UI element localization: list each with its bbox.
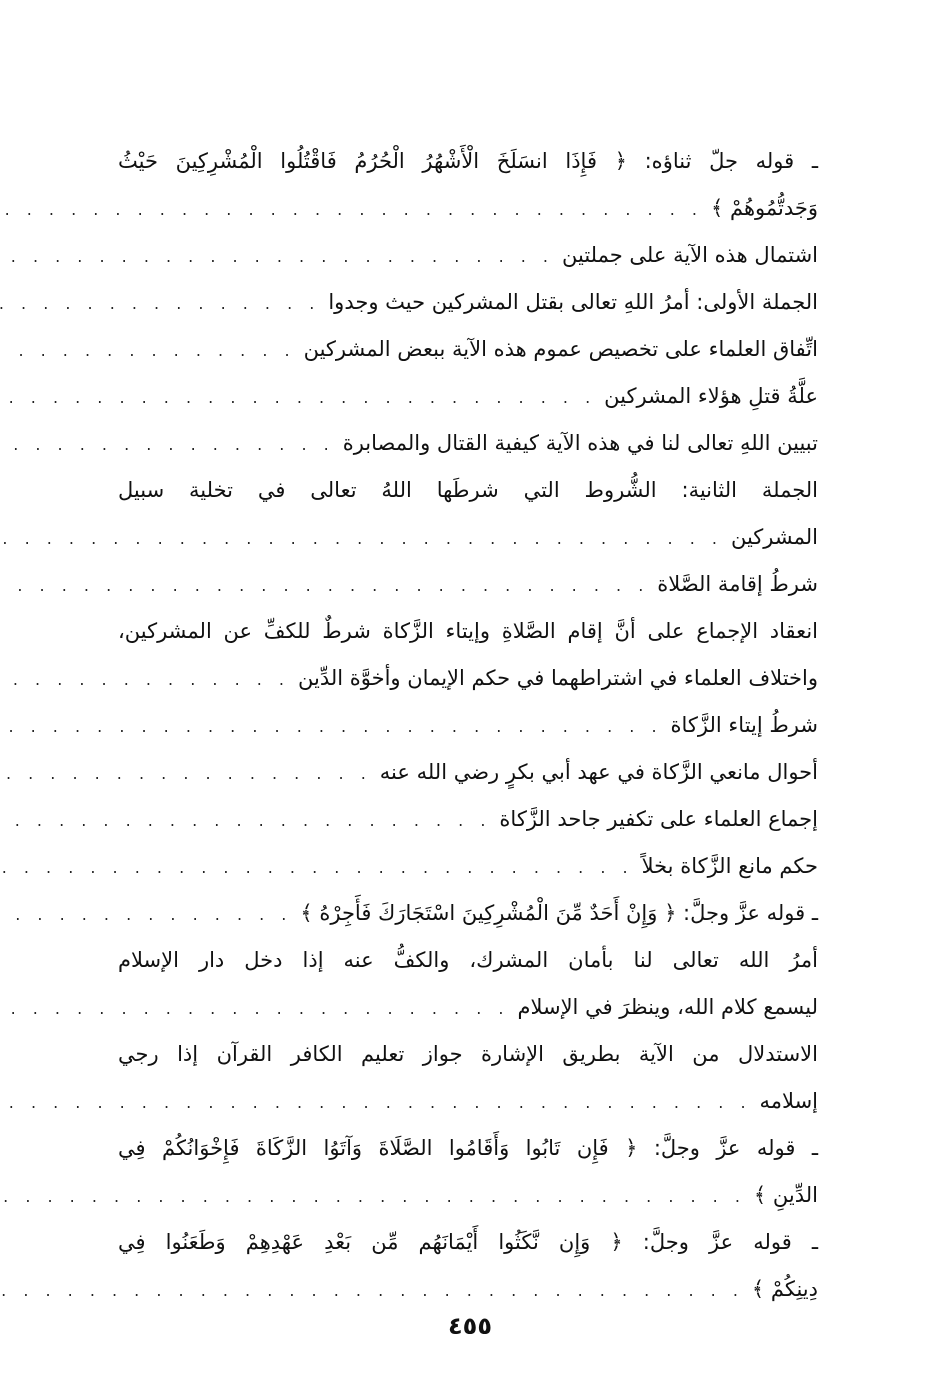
toc-entry-line xyxy=(118,279,818,326)
toc-entry xyxy=(118,796,818,843)
toc-entry-text: إسلامه xyxy=(759,1089,818,1113)
toc-entry-text: واختلاف العلماء في اشتراطهما في حكم الإيمان وأخوَّة الدِّين xyxy=(298,666,818,690)
dot-leader xyxy=(0,515,723,562)
toc-entry-line xyxy=(118,561,818,608)
toc-entry-text: ليسمع كلام الله، وينظرَ في الإسلام xyxy=(517,995,818,1019)
toc-entry-text: اتِّفاق العلماء على تخصيص عموم هذه الآية ببعض المشركين xyxy=(303,337,818,361)
toc-entry xyxy=(118,890,818,937)
toc-entry-line xyxy=(118,843,818,890)
toc-entry-text: شرطُ إيتاء الزَّكاة xyxy=(670,713,818,737)
toc-entry xyxy=(118,138,818,232)
toc-entry-text: ـ قوله عزَّ وجلَّ: ﴿ وَإِنْ أَحَدٌ مِّنَ الْمُشْرِكِينَ اسْتَجَارَكَ فَأَجِرْهُ ﴾ xyxy=(300,901,818,925)
table-of-contents xyxy=(118,138,818,1313)
toc-entry-text: المشركين xyxy=(730,525,818,549)
toc-entry xyxy=(118,702,818,749)
toc-entry-line xyxy=(118,890,818,937)
toc-entry-text: انعقاد الإجماع على أنَّ إقام الصَّلاةِ وإيتاء الزَّكاة شرطٌ للكفِّ عن المشركين، xyxy=(118,619,818,643)
toc-entry-line xyxy=(118,1078,818,1125)
toc-entry-text: اشتمال هذه الآية على جملتين xyxy=(562,243,818,267)
toc-entry xyxy=(118,843,818,890)
toc-entry-line xyxy=(118,1219,818,1266)
toc-entry-text: ـ قوله عزَّ وجلَّ: ﴿ وَإِن نَّكَثُوا أَيْمَانَهُم مِّن بَعْدِ عَهْدِهِمْ وَطَعَنُوا فِي xyxy=(118,1230,818,1254)
toc-entry-text: أحوال مانعي الزَّكاة في عهد أبي بكرٍ رضي الله عنه xyxy=(379,760,818,784)
toc-entry-text: وَجَدتُّمُوهُمْ ﴾ xyxy=(710,196,818,220)
toc-entry xyxy=(118,467,818,561)
toc-entry-text: تبيين اللهِ تعالى لنا في هذه الآية كيفية القتال والمصابرة xyxy=(342,431,818,455)
toc-entry xyxy=(118,608,818,702)
toc-entry xyxy=(118,326,818,373)
toc-entry-text: ـ قوله جلّ ثناؤه: ﴿ فَإِذَا انسَلَخَ الْأَشْهُرُ الْحُرُمُ فَاقْتُلُوا الْمُشْرِكِينَ حَيْثُ xyxy=(118,149,818,173)
toc-entry-text: أمرُ الله تعالى لنا بأمان المشرك، والكفُّ عنه إذا دخل دار الإسلام xyxy=(118,948,818,972)
toc-entry-text: الجملة الثانية: الشُّروط التي شرطَها اللهُ تعالى في تخلية سبيل xyxy=(118,478,818,502)
dot-leader xyxy=(0,750,372,797)
toc-entry xyxy=(118,1125,818,1219)
dot-leader xyxy=(0,327,296,374)
toc-entry-text: دِينِكُمْ ﴾ xyxy=(751,1277,818,1301)
toc-entry-text: حكم مانع الزَّكاة بخلاً xyxy=(641,854,818,878)
dot-leader xyxy=(0,891,292,938)
toc-entry-line xyxy=(118,937,818,984)
toc-entry-line xyxy=(118,984,818,1031)
dot-leader xyxy=(0,656,290,703)
dot-leader xyxy=(0,1079,752,1126)
dot-leader xyxy=(0,844,634,891)
toc-entry-line xyxy=(118,1172,818,1219)
dot-leader xyxy=(0,421,335,468)
toc-entry xyxy=(118,561,818,608)
toc-entry xyxy=(118,232,818,279)
dot-leader xyxy=(0,985,509,1032)
toc-entry-line xyxy=(118,138,818,185)
dot-leader xyxy=(0,1173,746,1220)
dot-leader xyxy=(0,797,491,844)
toc-entry-line xyxy=(118,326,818,373)
toc-entry xyxy=(118,420,818,467)
dot-leader xyxy=(0,280,320,327)
toc-entry-text: شرطُ إقامة الصَّلاة xyxy=(657,572,818,596)
dot-leader xyxy=(0,562,649,609)
toc-entry xyxy=(118,279,818,326)
toc-entry-line xyxy=(118,702,818,749)
toc-entry xyxy=(118,1219,818,1313)
toc-entry-line xyxy=(118,1266,818,1313)
toc-entry xyxy=(118,373,818,420)
toc-entry-line xyxy=(118,185,818,232)
toc-entry-text: ـ قوله عزَّ وجلَّ: ﴿ فَإِن تَابُوا وَأَقَامُوا الصَّلَاةَ وَآتَوُا الزَّكَاةَ فَإِخْوَانُكُمْ فِي xyxy=(118,1136,818,1160)
toc-entry-line xyxy=(118,1125,818,1172)
toc-entry-line xyxy=(118,373,818,420)
dot-leader xyxy=(0,703,663,750)
toc-entry xyxy=(118,749,818,796)
toc-entry-line xyxy=(118,796,818,843)
dot-leader xyxy=(0,233,554,280)
toc-entry-line xyxy=(118,749,818,796)
toc-entry-text: إجماع العلماء على تكفير جاحد الزَّكاة xyxy=(499,807,818,831)
toc-entry-line xyxy=(118,608,818,655)
dot-leader xyxy=(0,374,596,421)
toc-entry-line xyxy=(118,1031,818,1078)
toc-entry-text: علَّةُ قتلِ هؤلاء المشركين xyxy=(604,384,818,408)
toc-entry-line xyxy=(118,232,818,279)
toc-entry-line xyxy=(118,514,818,561)
toc-entry-line xyxy=(118,420,818,467)
dot-leader xyxy=(0,186,703,233)
toc-entry-text: الجملة الأولى: أمرُ اللهِ تعالى بقتل المشركين حيث وجدوا xyxy=(328,290,818,314)
toc-entry xyxy=(118,937,818,1031)
toc-entry-text: الاستدلال من الآية بطريق الإشارة جواز تعليم الكافر القرآن إذا رجي xyxy=(118,1042,818,1066)
page-number-footer: ٤٥٥ xyxy=(448,1312,492,1340)
toc-entry-text: الدِّينِ ﴾ xyxy=(753,1183,818,1207)
toc-entry-line xyxy=(118,467,818,514)
toc-entry xyxy=(118,1031,818,1125)
toc-entry-line xyxy=(118,655,818,702)
dot-leader xyxy=(0,1267,744,1314)
